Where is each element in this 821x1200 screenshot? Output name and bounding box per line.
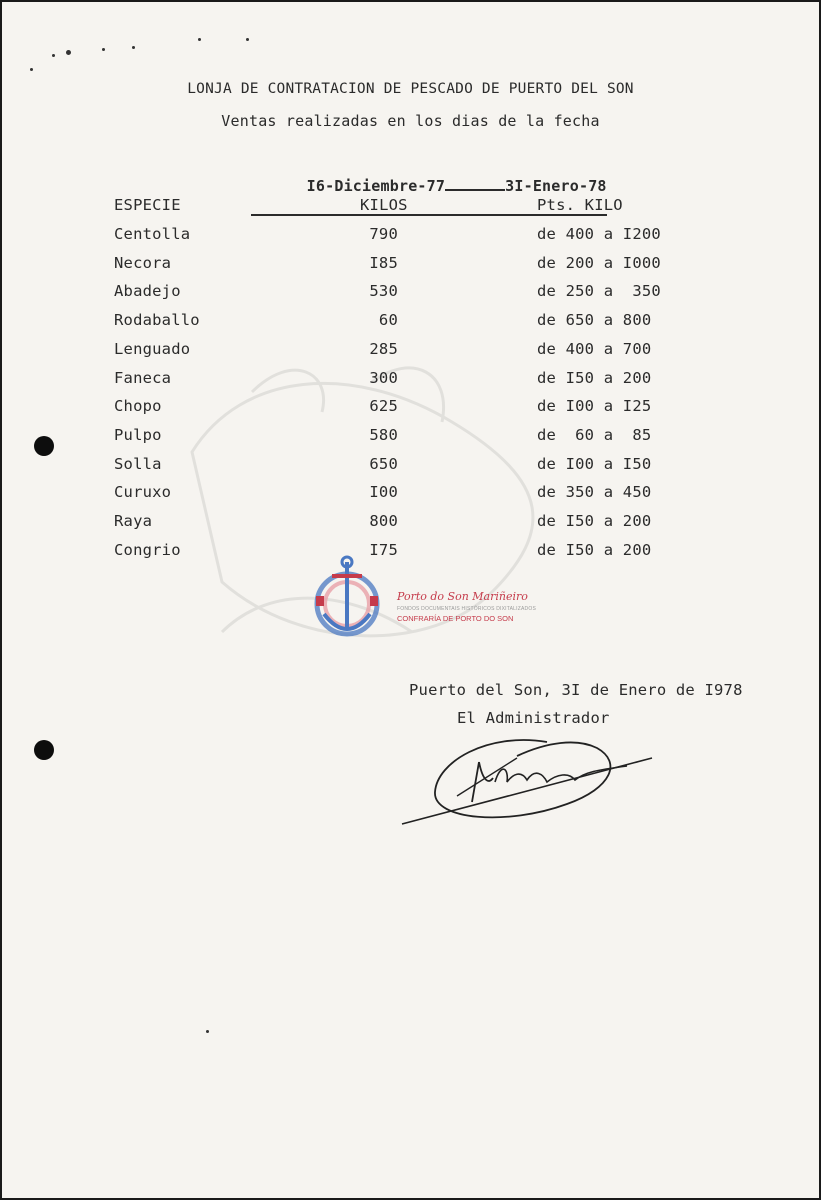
watermark-organization: CONFRARÍA DE PORTO DO SON [397, 614, 514, 623]
species-cell: Lenguado [114, 339, 191, 358]
price-range-cell: de 400 a I200 [537, 225, 661, 243]
punch-hole [34, 740, 54, 760]
species-cell: Chopo [114, 397, 162, 416]
table-row [2, 311, 819, 335]
date-from: I6-Diciembre-77 [306, 177, 446, 195]
price-range-cell: de 650 a 800 [537, 311, 652, 330]
speck [198, 38, 201, 41]
kilos-cell: 285 [369, 339, 398, 358]
price-range-cell: de I50 a 200 [537, 512, 652, 530]
document-title: LONJA DE CONTRATACION DE PESCADO DE PUERTO DEL SON [187, 81, 634, 97]
kilos-cell: 300 [369, 368, 398, 387]
price-range-cell: de 400 a 700 [537, 339, 652, 358]
kilos-cell: 650 [369, 454, 398, 473]
species-cell: Solla [114, 454, 162, 473]
speck [52, 54, 55, 57]
speck [30, 68, 33, 71]
place-and-date: Puerto del Son, 3I de Enero de I978 [409, 681, 743, 699]
table-row [2, 282, 819, 306]
price-range-cell: de 350 a 450 [537, 483, 652, 502]
kilos-cell: 580 [369, 425, 398, 444]
signature [397, 722, 657, 832]
kilos-cell: I75 [369, 540, 398, 559]
price-range-cell: de 250 a 350 [537, 282, 661, 301]
watermark-brand: Porto do Son Mariñeiro [397, 590, 528, 603]
price-range-cell: de I50 a 200 [537, 540, 652, 559]
table-row [2, 254, 819, 278]
table-row [2, 369, 819, 393]
kilos-cell: 625 [369, 397, 398, 416]
anchor-logo-icon [302, 552, 392, 648]
document-subtitle: Ventas realizadas en los dias de la fecha [221, 112, 600, 130]
kilos-cell: 60 [378, 311, 398, 330]
speck [102, 48, 105, 51]
watermark-text [397, 590, 536, 623]
table-row [2, 397, 819, 421]
table-row [2, 541, 819, 565]
signatory-role: El Administrador [457, 709, 610, 727]
table-row [2, 455, 819, 479]
speck [206, 1030, 209, 1033]
table-row [2, 225, 819, 249]
species-cell: Curuxo [114, 483, 172, 502]
date-range [2, 141, 819, 234]
species-cell: Rodaballo [114, 311, 200, 330]
header-species: ESPECIE [114, 196, 181, 214]
kilos-cell: I85 [369, 253, 398, 272]
speck [132, 46, 135, 49]
date-to: 3I-Enero-78 [505, 177, 607, 195]
header-price: Pts. KILO [537, 196, 623, 214]
table-row [2, 483, 819, 507]
document-page [2, 2, 819, 1198]
kilos-cell: I00 [369, 483, 398, 502]
price-range-cell: de 60 a 85 [537, 425, 652, 444]
watermark-subtitle: FONDOS DOCUMENTAIS HISTÓRICOS DIXITALIZADOS [397, 606, 536, 612]
species-cell: Faneca [114, 368, 172, 387]
table-row [2, 426, 819, 450]
species-cell: Pulpo [114, 425, 162, 444]
speck [66, 50, 71, 55]
price-range-cell: de I00 a I50 [537, 454, 652, 473]
kilos-cell: 530 [369, 282, 398, 301]
species-cell: Raya [114, 512, 153, 530]
species-cell: Abadejo [114, 282, 181, 301]
price-range-cell: de I00 a I25 [537, 397, 652, 416]
species-cell: Necora [114, 253, 172, 272]
table-row [2, 512, 819, 536]
table-row [2, 340, 819, 364]
speck [246, 38, 249, 41]
price-range-cell: de 200 a I000 [537, 253, 661, 272]
date-separator-line [445, 189, 505, 191]
header-kilos: KILOS [360, 196, 408, 214]
species-cell: Centolla [114, 225, 191, 243]
kilos-cell: 800 [369, 512, 398, 530]
species-cell: Congrio [114, 540, 181, 559]
price-range-cell: de I50 a 200 [537, 368, 652, 387]
kilos-cell: 790 [369, 225, 398, 243]
